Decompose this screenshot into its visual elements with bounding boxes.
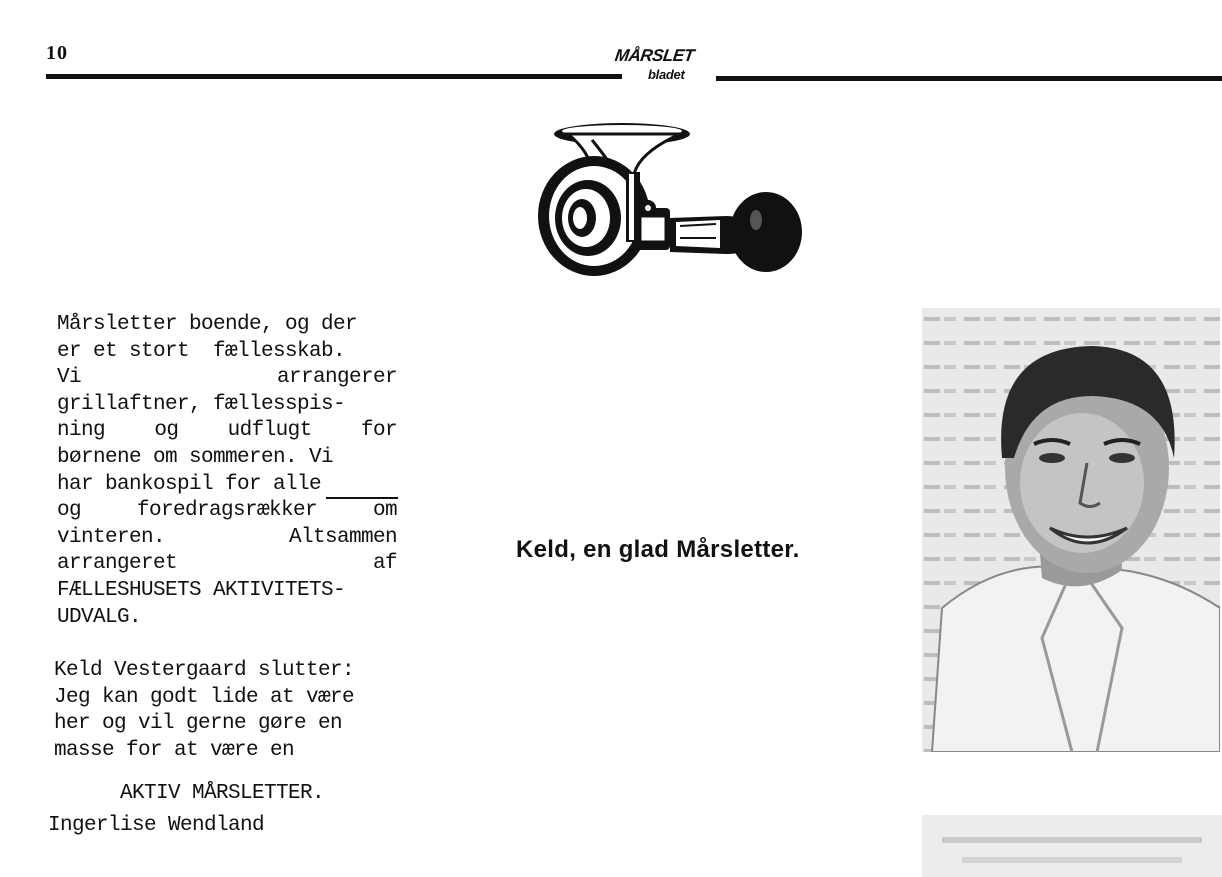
- header-rule-right: [716, 76, 1222, 81]
- author-name: Ingerlise Wendland: [48, 814, 265, 837]
- text-line: [57, 418, 397, 445]
- masthead-top: MÅRSLET: [613, 46, 696, 65]
- text-line: her og vil gerne gøre en: [54, 712, 343, 736]
- word: om: [372, 499, 397, 523]
- masthead-logo: [612, 44, 712, 84]
- word: ning: [57, 419, 106, 443]
- article-paragraph-1: [57, 312, 397, 631]
- word: arrangerer: [276, 366, 397, 390]
- text-line: FÆLLESHUSETS AKTIVITETS-: [57, 578, 346, 602]
- word: af: [372, 552, 397, 576]
- header-rule-left: [46, 74, 622, 79]
- text-line: [57, 551, 397, 578]
- word: udflugt: [227, 419, 312, 443]
- portrait-photo: [922, 308, 1220, 752]
- word: Vi: [57, 366, 82, 390]
- masthead-bottom: bladet: [648, 67, 685, 82]
- text-line: [57, 525, 397, 552]
- text-line: har bankospil for alle: [57, 472, 322, 496]
- text-line: UDVALG.: [57, 605, 142, 629]
- text-line: Jeg kan godt lide at være: [54, 685, 355, 709]
- text-line: er et stort fællesskab.: [57, 339, 346, 363]
- page-number: 10: [46, 42, 68, 64]
- word: arrangeret: [57, 552, 178, 576]
- word: og: [154, 419, 179, 443]
- text-line: masse for at være en: [54, 738, 295, 762]
- bicycle-horn-illustration: [530, 112, 820, 287]
- word: foredragsrækker: [136, 499, 318, 523]
- photo-caption: Keld, en glad Mårsletter.: [516, 536, 800, 563]
- article-paragraph-2: [54, 658, 399, 764]
- text-fragment-photo: [922, 815, 1222, 877]
- text-line: grillaftner, fællesspis-: [57, 392, 346, 416]
- text-line: [57, 498, 397, 525]
- word: og: [57, 499, 82, 523]
- text-line: Keld Vestergaard slutter:: [54, 659, 355, 682]
- text-line: [57, 365, 397, 392]
- word: vinteren.: [57, 525, 166, 549]
- word: Altsammen: [288, 525, 397, 549]
- handwritten-underline: [326, 497, 398, 499]
- closing-line: AKTIV MÅRSLETTER.: [120, 782, 325, 805]
- word: for: [360, 419, 397, 443]
- text-line: børnene om sommeren. Vi: [57, 445, 334, 469]
- text-line: Mårsletter boende, og der: [57, 313, 358, 336]
